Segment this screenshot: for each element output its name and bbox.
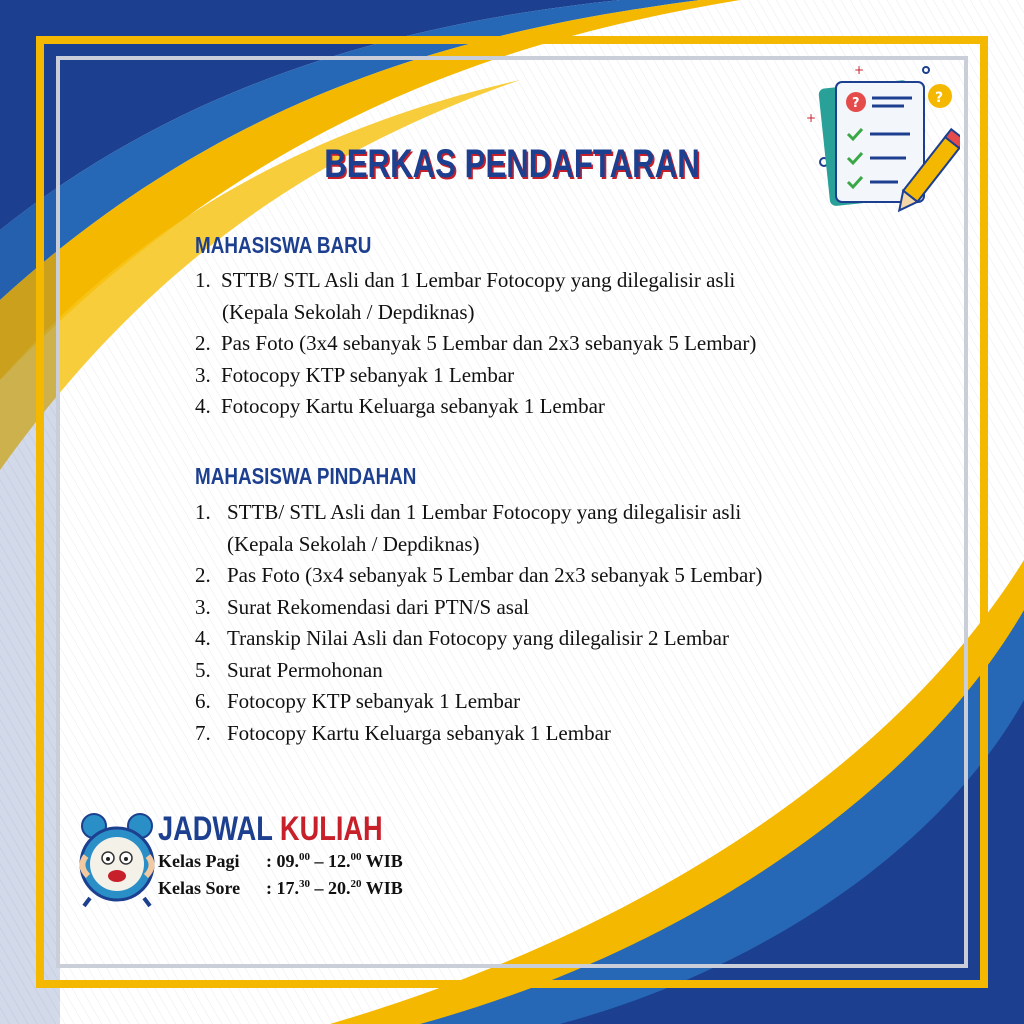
schedule-pagi: Kelas Pagi : 09.00 – 12.00 WIB — [158, 851, 403, 871]
list-item: 5. Surat Permohonan — [195, 657, 383, 682]
list-item: 4. Transkip Nilai Asli dan Fotocopy yang dilegalisir 2 Lembar — [195, 626, 730, 650]
svg-text:?: ? — [852, 96, 860, 111]
alarm-clock-icon — [74, 812, 160, 908]
list-mahasiswa-pindahan — [195, 497, 762, 749]
page-title: BERKAS PENDAFTARAN — [324, 142, 700, 186]
svg-text:+: + — [854, 63, 865, 77]
list-item: 2. Pas Foto (3x4 sebanyak 5 Lembar dan 2x3 sebanyak 5 Lembar) — [195, 563, 763, 587]
list-item: 6. Fotocopy KTP sebanyak 1 Lembar — [195, 689, 521, 713]
jadwal-title: JADWAL KULIAH — [158, 810, 383, 848]
list-item: 1. STTB/ STL Asli dan 1 Lembar Fotocopy yang dilegalisir asli — [195, 500, 742, 524]
list-item: 7. Fotocopy Kartu Keluarga sebanyak 1 Lembar — [195, 720, 611, 745]
list-item: 4. Fotocopy Kartu Keluarga sebanyak 1 Lembar — [195, 394, 605, 418]
list-item: 3. Surat Rekomendasi dari PTN/S asal — [195, 594, 530, 619]
list-item-continuation: (Kepala Sekolah / Depdiknas) — [222, 299, 475, 324]
list-item: 2. Pas Foto (3x4 sebanyak 5 Lembar dan 2x3 sebanyak 5 Lembar) — [195, 331, 757, 355]
svg-text:+: + — [806, 111, 817, 125]
document-checklist-icon — [800, 62, 960, 222]
heading-mahasiswa-baru: MAHASISWA BARU — [195, 232, 372, 258]
list-item: 3. Fotocopy KTP sebanyak 1 Lembar — [195, 362, 515, 387]
list-item: 1. STTB/ STL Asli dan 1 Lembar Fotocopy yang dilegalisir asli — [195, 268, 736, 292]
list-item-continuation: (Kepala Sekolah / Depdiknas) — [227, 531, 480, 556]
svg-text:?: ? — [935, 90, 944, 106]
list-mahasiswa-baru — [195, 265, 756, 423]
heading-mahasiswa-pindahan: MAHASISWA PINDAHAN — [195, 463, 417, 489]
schedule-sore: Kelas Sore : 17.30 – 20.20 WIB — [158, 878, 403, 898]
